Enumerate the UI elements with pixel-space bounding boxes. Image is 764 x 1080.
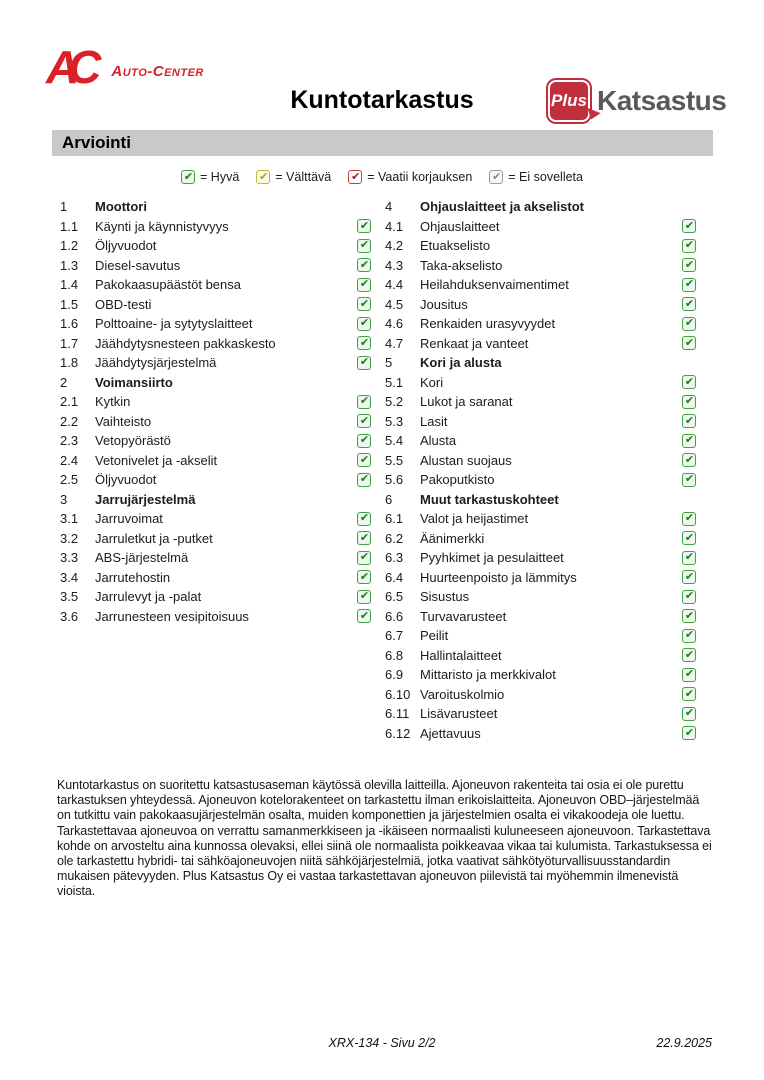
item-number: 5.2 (385, 394, 404, 410)
plus-bubble-icon (546, 78, 592, 124)
check-icon: ✔ (684, 335, 695, 349)
item-number: 6.12 (385, 725, 411, 741)
item-number: 2.1 (60, 394, 79, 410)
status-checkbox-good (357, 414, 371, 428)
check-icon: ✔ (684, 296, 695, 310)
check-icon: ✔ (684, 647, 695, 661)
item-label: Ohjauslaitteet (420, 218, 500, 234)
check-icon: ✔ (684, 316, 695, 330)
section-header-row (385, 353, 696, 373)
item-label: Lasit (420, 413, 448, 429)
checklist-item-row (385, 275, 696, 295)
legend-item-good (181, 170, 239, 184)
status-checkbox-good (357, 531, 371, 545)
status-checkbox-good (682, 707, 696, 721)
check-icon: ✔ (359, 335, 370, 349)
check-icon: ✔ (684, 413, 695, 427)
checklist-item-row (60, 217, 371, 237)
status-checkbox-good (357, 258, 371, 272)
checklist-item-row (385, 568, 696, 588)
checklist-item-row (385, 509, 696, 529)
item-number: 1.2 (60, 238, 79, 254)
check-icon: ✔ (359, 277, 370, 291)
legend-label: = Välttävä (275, 170, 332, 184)
item-label: Öljyvuodot (95, 472, 157, 488)
status-checkbox-repair (348, 170, 362, 184)
checklist-item-row (60, 392, 371, 412)
status-checkbox-good (682, 453, 696, 467)
status-checkbox-good (357, 278, 371, 292)
section-number: 5 (385, 355, 393, 371)
item-label: Turvavarusteet (420, 608, 507, 624)
check-icon: ✔ (684, 238, 695, 252)
check-icon: ✔ (359, 589, 370, 603)
item-label: Varoituskolmio (420, 686, 505, 702)
status-checkbox-good (357, 336, 371, 350)
status-checkbox-good (357, 590, 371, 604)
checklist-item-row (60, 451, 371, 471)
checklist-item-row (60, 353, 371, 373)
item-label: Vaihteisto (95, 413, 152, 429)
section-number: 4 (385, 199, 393, 215)
checklist-item-row (385, 587, 696, 607)
check-icon: ✔ (684, 374, 695, 388)
checklist-column-right (385, 197, 696, 743)
item-label: Diesel-savutus (95, 257, 181, 273)
legend-label: = Vaatii korjauksen (367, 170, 473, 184)
legend-label: = Hyvä (200, 170, 240, 184)
checklist-item-row (60, 256, 371, 276)
section-header-arviointi: Arviointi (52, 130, 713, 156)
item-number: 5.1 (385, 374, 404, 390)
item-number: 6.5 (385, 589, 404, 605)
checklist (60, 197, 696, 743)
item-number: 4.5 (385, 296, 404, 312)
item-number: 6.11 (385, 706, 410, 722)
item-number: 6.1 (385, 511, 404, 527)
section-title: Muut tarkastuskohteet (420, 491, 559, 507)
item-number: 1.8 (60, 355, 79, 371)
check-icon: ✔ (359, 530, 370, 544)
status-checkbox-good (357, 356, 371, 370)
check-icon: ✔ (684, 628, 695, 642)
disclaimer-text: Kuntotarkastus on suoritettu katsastusaseman käytössä olevilla laitteilla. Ajoneuvon rakenteita tai osia ei ole purettu tarkastuksen yhteydessä. Ajoneuvon kotelorakenteet on tarkastettu ilman erikoislaitteita. Ajoneuvon OBD–järjestelmää on tutkittu vain pakokaasujärjestelmän osalta, muiden komponettien ja järjestelmien osalta ei vikakoodeja ole luettu. Tarkastettavaa ajoneuvoa on verrattu samanmerkkiseen ja -ikäiseen normaalisti kuluneeseen ajoneuvoon. Tarkastettava kohde on arvosteltu aina kunnossa olevaksi, ellei siinä ole normaalista poikkeavaa vikaa tai kulumista. Tarkastuksessa ei ole tarkastettu hybridi- tai sähköajoneuvojen niitä sähköjärjestelmiä, jotka vaativat sähkötyöturvallisuusstandardin mukaisen pätevyyden. Plus Katsastus Oy ei vastaa tarkastettavan ajoneuvon piilevistä tai myöhemmin ilmenevistä vioista. (57, 778, 712, 899)
status-checkbox-good (357, 297, 371, 311)
checklist-item-row (60, 412, 371, 432)
item-number: 6.2 (385, 530, 404, 546)
checklist-item-row (385, 529, 696, 549)
status-checkbox-fair (256, 170, 270, 184)
item-label: Kytkin (95, 394, 131, 410)
item-label: Peilit (420, 628, 449, 644)
item-label: Mittaristo ja merkkivalot (420, 667, 556, 683)
checklist-item-row (60, 314, 371, 334)
status-checkbox-good (682, 375, 696, 389)
checklist-item-row (385, 392, 696, 412)
status-checkbox-good (682, 297, 696, 311)
checklist-item-row (385, 704, 696, 724)
status-checkbox-good (357, 434, 371, 448)
item-label: Lisävarusteet (420, 706, 498, 722)
section-title: Jarrujärjestelmä (95, 491, 196, 507)
item-label: Jarrulevyt ja -palat (95, 589, 202, 605)
section-header-row (385, 197, 696, 217)
status-checkbox-good (682, 629, 696, 643)
item-label: Pakoputkisto (420, 472, 495, 488)
item-number: 5.6 (385, 472, 404, 488)
status-checkbox-good (682, 219, 696, 233)
item-label: Heilahduksenvaimentimet (420, 277, 569, 293)
status-checkbox-good (682, 239, 696, 253)
check-icon: ✔ (684, 706, 695, 720)
check-icon: ✔ (684, 667, 695, 681)
footer-page-label: XRX-134 - Sivu 2/2 (328, 1036, 436, 1050)
item-label: Pakokaasupäästöt bensa (95, 277, 241, 293)
item-label: Alusta (420, 433, 457, 449)
item-number: 1.1 (60, 218, 79, 234)
item-number: 4.7 (385, 335, 404, 351)
checklist-item-row (60, 295, 371, 315)
item-number: 2.2 (60, 413, 79, 429)
check-icon: ✔ (351, 169, 361, 183)
item-number: 6.4 (385, 569, 404, 585)
item-number: 4.4 (385, 277, 404, 293)
section-title: Ohjauslaitteet ja akselistot (420, 199, 585, 215)
status-checkbox-good (357, 317, 371, 331)
check-icon: ✔ (684, 452, 695, 466)
auto-center-logo (46, 41, 204, 93)
status-checkbox-good (682, 726, 696, 740)
item-number: 6.8 (385, 647, 404, 663)
status-checkbox-good (682, 414, 696, 428)
check-icon: ✔ (359, 452, 370, 466)
status-checkbox-good (682, 570, 696, 584)
checklist-item-row (385, 334, 696, 354)
item-number: 5.5 (385, 452, 404, 468)
checklist-item-row (385, 626, 696, 646)
section-title: Moottori (95, 199, 147, 215)
item-number: 6.7 (385, 628, 404, 644)
item-label: Kori (420, 374, 444, 390)
status-checkbox-good (357, 551, 371, 565)
check-icon: ✔ (359, 472, 370, 486)
status-checkbox-good (682, 317, 696, 331)
item-number: 6.3 (385, 550, 404, 566)
item-label: Etuakselisto (420, 238, 491, 254)
checklist-item-row (385, 256, 696, 276)
checklist-item-row (385, 607, 696, 627)
checklist-item-row (385, 665, 696, 685)
item-number: 1.4 (60, 277, 79, 293)
item-label: Sisustus (420, 589, 470, 605)
section-number: 1 (60, 199, 68, 215)
check-icon: ✔ (684, 725, 695, 739)
checklist-item-row (385, 236, 696, 256)
check-icon: ✔ (183, 169, 194, 183)
item-number: 1.3 (60, 257, 79, 273)
katsastus-logo-text: Katsastus (597, 85, 727, 116)
status-checkbox-good (682, 473, 696, 487)
checklist-item-row (385, 451, 696, 471)
section-number: 2 (60, 374, 68, 390)
item-number: 4.3 (385, 257, 404, 273)
check-icon: ✔ (684, 589, 695, 603)
checklist-item-row (60, 334, 371, 354)
status-checkbox-good (357, 609, 371, 623)
item-number: 3.6 (60, 608, 79, 624)
checklist-item-row (60, 470, 371, 490)
checklist-item-row (385, 314, 696, 334)
check-icon: ✔ (684, 218, 695, 232)
auto-center-logo-name: Auto-Center (111, 62, 204, 80)
item-number: 6.10 (385, 686, 411, 702)
checklist-item-row (60, 236, 371, 256)
checklist-item-row (60, 568, 371, 588)
item-number: 1.7 (60, 335, 79, 351)
item-label: Lukot ja saranat (420, 394, 513, 410)
checklist-item-row (385, 470, 696, 490)
item-label: Alustan suojaus (420, 452, 512, 468)
item-number: 3.2 (60, 530, 79, 546)
status-checkbox-good (357, 219, 371, 233)
status-checkbox-good (357, 395, 371, 409)
checklist-item-row (60, 529, 371, 549)
checklist-item-row (385, 646, 696, 666)
footer-date: 22.9.2025 (656, 1036, 712, 1050)
item-number: 2.4 (60, 452, 79, 468)
status-checkbox-good (682, 258, 696, 272)
item-label: Polttoaine- ja sytytyslaitteet (95, 316, 253, 332)
item-number: 4.1 (385, 218, 404, 234)
item-number: 4.6 (385, 316, 404, 332)
status-checkbox-good (682, 434, 696, 448)
legend-item-fair (256, 170, 331, 184)
check-icon: ✔ (259, 169, 269, 183)
status-checkbox-good (682, 648, 696, 662)
checklist-item-row (60, 548, 371, 568)
check-icon: ✔ (359, 296, 370, 310)
section-title: Kori ja alusta (420, 355, 502, 371)
item-label: Äänimerkki (420, 530, 485, 546)
auto-center-logo-mark: AC (46, 41, 91, 93)
page-title: Kuntotarkastus (290, 86, 474, 114)
status-checkbox-good (357, 512, 371, 526)
item-label: OBD-testi (95, 296, 152, 312)
check-icon: ✔ (684, 433, 695, 447)
check-icon: ✔ (684, 511, 695, 525)
item-label: Jarrunesteen vesipitoisuus (95, 608, 249, 624)
item-label: Jäähdytysnesteen pakkaskesto (95, 335, 276, 351)
check-icon: ✔ (684, 394, 695, 408)
checklist-item-row (385, 373, 696, 393)
item-number: 6.6 (385, 608, 404, 624)
section-title: Voimansiirto (95, 374, 173, 390)
status-checkbox-good (682, 687, 696, 701)
status-checkbox-good (682, 531, 696, 545)
item-number: 2.3 (60, 433, 79, 449)
checklist-item-row (60, 431, 371, 451)
item-number: 4.2 (385, 238, 404, 254)
checklist-item-row (385, 548, 696, 568)
section-number: 3 (60, 491, 68, 507)
item-label: Vetonivelet ja -akselit (95, 452, 218, 468)
status-checkbox-good (682, 668, 696, 682)
check-icon: ✔ (359, 608, 370, 622)
check-icon: ✔ (359, 413, 370, 427)
checklist-item-row (385, 724, 696, 744)
checklist-item-row (385, 217, 696, 237)
item-number: 6.9 (385, 667, 404, 683)
check-icon: ✔ (359, 569, 370, 583)
check-icon: ✔ (684, 608, 695, 622)
item-label: Taka-akselisto (420, 257, 503, 273)
check-icon: ✔ (359, 394, 370, 408)
check-icon: ✔ (684, 472, 695, 486)
item-label: Jarruvoimat (95, 511, 163, 527)
item-label: Ajettavuus (420, 725, 481, 741)
status-checkbox-good (357, 570, 371, 584)
item-label: Jäähdytysjärjestelmä (95, 355, 217, 371)
item-label: Huurteenpoisto ja lämmitys (420, 569, 577, 585)
item-number: 2.5 (60, 472, 79, 488)
checklist-item-row (385, 685, 696, 705)
item-number: 1.6 (60, 316, 79, 332)
item-label: Jarrutehostin (95, 569, 171, 585)
check-icon: ✔ (684, 569, 695, 583)
status-checkbox-good (357, 453, 371, 467)
header (0, 38, 764, 116)
item-label: Renkaat ja vanteet (420, 335, 529, 351)
item-number: 3.4 (60, 569, 79, 585)
section-header-row (60, 490, 371, 510)
check-icon: ✔ (359, 238, 370, 252)
check-icon: ✔ (359, 218, 370, 232)
check-icon: ✔ (359, 257, 370, 271)
item-label: Jarruletkut ja -putket (95, 530, 213, 546)
section-header-row (385, 490, 696, 510)
item-label: Valot ja heijastimet (420, 511, 529, 527)
legend-label: = Ei sovelleta (508, 170, 583, 184)
check-icon: ✔ (359, 316, 370, 330)
check-icon: ✔ (359, 511, 370, 525)
item-label: Hallintalaitteet (420, 647, 502, 663)
check-icon: ✔ (359, 355, 370, 369)
checklist-item-row (60, 275, 371, 295)
item-label: Vetopyörästö (95, 433, 171, 449)
status-checkbox-good (682, 336, 696, 350)
section-header-row (60, 197, 371, 217)
status-checkbox-good (357, 239, 371, 253)
check-icon: ✔ (684, 530, 695, 544)
legend-item-na (489, 170, 583, 184)
item-label: Öljyvuodot (95, 238, 157, 254)
item-number: 3.1 (60, 511, 79, 527)
check-icon: ✔ (684, 550, 695, 564)
checklist-column-left (60, 197, 371, 743)
check-icon: ✔ (684, 686, 695, 700)
status-checkbox-good (682, 590, 696, 604)
item-label: Jousitus (420, 296, 468, 312)
check-icon: ✔ (359, 433, 370, 447)
status-checkbox-good (682, 278, 696, 292)
legend-item-repair (348, 170, 472, 184)
legend (0, 170, 764, 184)
item-number: 1.5 (60, 296, 79, 312)
check-icon: ✔ (684, 257, 695, 271)
status-checkbox-good (682, 512, 696, 526)
status-checkbox-good (181, 170, 195, 184)
item-number: 3.5 (60, 589, 79, 605)
item-label: Käynti ja käynnistyvyys (95, 218, 229, 234)
status-checkbox-good (682, 395, 696, 409)
checklist-item-row (385, 431, 696, 451)
checklist-item-row (385, 295, 696, 315)
check-icon: ✔ (492, 169, 502, 183)
section-header-row (60, 373, 371, 393)
item-label: Pyyhkimet ja pesulaitteet (420, 550, 564, 566)
status-checkbox-good (682, 609, 696, 623)
plus-katsastus-logo (546, 78, 726, 124)
item-number: 5.3 (385, 413, 404, 429)
check-icon: ✔ (359, 550, 370, 564)
item-label: ABS-järjestelmä (95, 550, 189, 566)
checklist-item-row (385, 412, 696, 432)
item-number: 5.4 (385, 433, 404, 449)
check-icon: ✔ (684, 277, 695, 291)
status-checkbox-na (489, 170, 503, 184)
plus-bubble-text: Plus (551, 91, 587, 110)
checklist-item-row (60, 607, 371, 627)
item-number: 3.3 (60, 550, 79, 566)
checklist-item-row (60, 509, 371, 529)
item-label: Renkaiden urasyvyydet (420, 316, 556, 332)
status-checkbox-good (682, 551, 696, 565)
section-number: 6 (385, 491, 393, 507)
checklist-item-row (60, 587, 371, 607)
status-checkbox-good (357, 473, 371, 487)
